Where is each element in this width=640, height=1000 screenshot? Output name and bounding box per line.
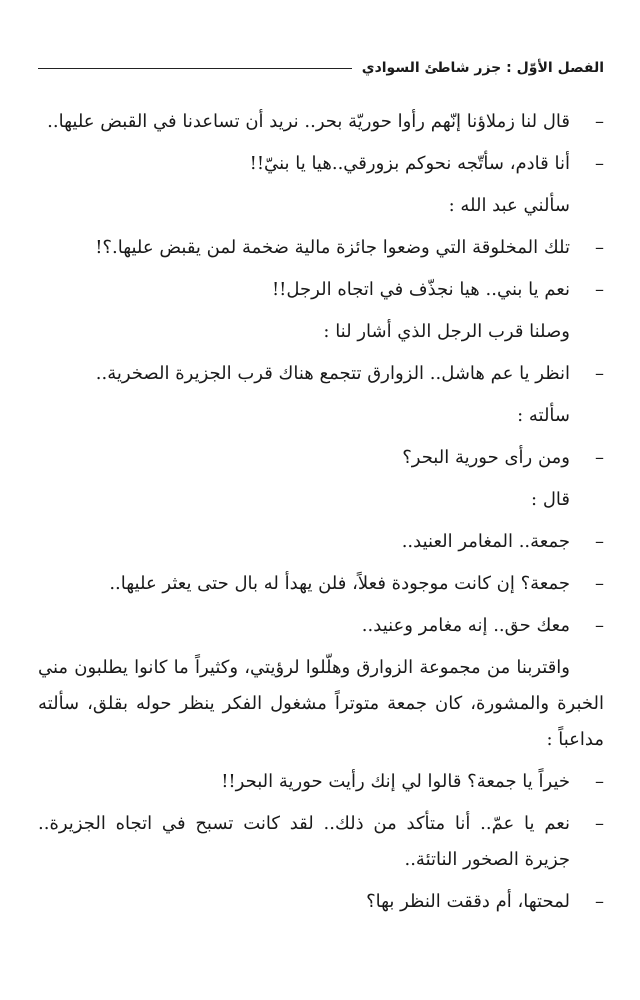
dialogue-dash: – xyxy=(595,153,604,174)
dialogue-text: تلك المخلوقة التي وضعوا جائزة مالية ضخمة لمن يقبض عليها.؟! xyxy=(95,237,570,258)
dialogue-text: أنا قادم، سأتّجه نحوكم بزورقي..هيا يا بنيّ!! xyxy=(249,153,570,174)
dialogue-dash: – xyxy=(595,111,604,132)
header-rule xyxy=(38,68,352,69)
dialogue-text: قال لنا زملاؤنا إنّهم رأوا حوريّة بحر.. نريد أن تساعدنا في القبض عليها.. xyxy=(47,111,570,132)
dialogue-dash: – xyxy=(595,813,604,834)
running-header xyxy=(38,60,604,76)
dialogue-text: نعم يا عمّ.. أنا متأكد من ذلك.. لقد كانت تسبح في اتجاه الجزيرة.. جزيرة الصخور الناتئة.. xyxy=(38,813,570,870)
dialogue-dash: – xyxy=(595,615,604,636)
dialogue-text: انظر يا عم هاشل.. الزوارق تتجمع هناك قرب الجزيرة الصخرية.. xyxy=(95,363,570,384)
dialogue-dash: – xyxy=(595,279,604,300)
dialogue-text: نعم يا بني.. هيا نجذّف في اتجاه الرجل!! xyxy=(271,279,570,300)
dialogue-text: لمحتها، أم دققت النظر بها؟ xyxy=(366,891,570,912)
page-body xyxy=(38,104,604,926)
dialogue-line xyxy=(38,230,604,266)
dialogue-text: جمعة؟ إن كانت موجودة فعلاً، فلن يهدأ له بال حتى يعثر عليها.. xyxy=(109,573,570,594)
dialogue-line xyxy=(38,272,604,308)
dialogue-dash: – xyxy=(595,771,604,792)
dialogue-dash: – xyxy=(595,363,604,384)
dialogue-line xyxy=(38,440,604,476)
dialogue-dash: – xyxy=(595,891,604,912)
narration-line: قال : xyxy=(531,489,570,510)
dialogue-dash: – xyxy=(595,573,604,594)
dialogue-text: ومن رأى حورية البحر؟ xyxy=(402,447,570,468)
narration-line: وصلنا قرب الرجل الذي أشار لنا : xyxy=(323,321,570,342)
dialogue-line xyxy=(38,104,604,140)
dialogue-dash: – xyxy=(595,531,604,552)
dialogue-line xyxy=(38,608,604,644)
dialogue-line xyxy=(38,884,604,920)
chapter-title: الفصل الأوّل : جزر شاطئ السوادي xyxy=(361,60,604,76)
dialogue-line xyxy=(38,146,604,182)
dialogue-text: معك حق.. إنه مغامر وعنيد.. xyxy=(361,615,570,636)
dialogue-dash: – xyxy=(595,447,604,468)
dialogue-text: خيراً يا جمعة؟ قالوا لي إنك رأيت حورية البحر!! xyxy=(221,771,570,792)
dialogue-line xyxy=(38,566,604,602)
dialogue-line xyxy=(38,806,604,878)
narration-line: سألني عبد الله : xyxy=(448,195,570,216)
narrative-paragraph: واقتربنا من مجموعة الزوارق وهلّلوا لرؤيتي، وكثيراً ما كانوا يطلبون مني الخبرة والمشورة، كان جمعة متوتراً مشغول الفكر ينظر حوله بقلق، سألته مداعباً : xyxy=(38,657,604,750)
dialogue-line xyxy=(38,524,604,560)
dialogue-line xyxy=(38,356,604,392)
narration-line: سألته : xyxy=(517,405,570,426)
dialogue-line xyxy=(38,764,604,800)
dialogue-text: جمعة.. المغامر العنيد.. xyxy=(401,531,570,552)
dialogue-dash: – xyxy=(595,237,604,258)
